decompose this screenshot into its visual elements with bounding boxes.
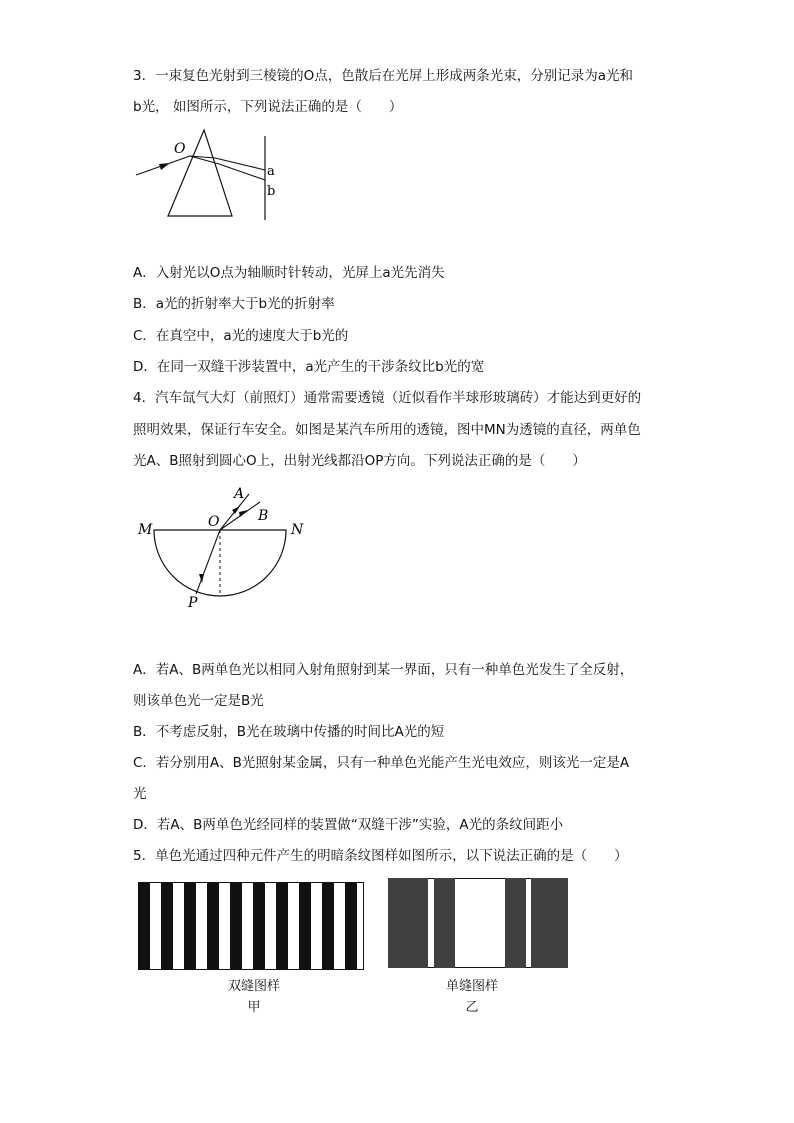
q3-stem-line1: 3．一束复色光射到三棱镜的O点，色散后在光屏上形成两条光束，分别记录为a光和 (133, 68, 633, 84)
q3-option-a: A．入射光以O点为轴顺时针转动，光屏上a光先消失 (133, 265, 445, 281)
label-a: a (267, 164, 275, 179)
figure2-label: 乙 (465, 1000, 479, 1015)
q3-option-d: D．在同一双缝干涉装置中，a光产生的干涉条纹比b光的宽 (133, 359, 485, 375)
figure1-label: 甲 (247, 1000, 261, 1015)
hemisphere-lens-figure (132, 482, 312, 612)
q3-option-c: C．在真空中，a光的速度大于b光的 (133, 328, 349, 344)
incident-arrow (159, 163, 170, 170)
prism-figure (130, 128, 280, 223)
ray-b (219, 164, 265, 180)
q4-option-c-line2: 光 (133, 786, 147, 802)
single-slit-pattern (388, 878, 568, 968)
label-a: A (234, 486, 245, 502)
double-slit-pattern (138, 882, 364, 970)
q3-option-b: B．a光的折射率大于b光的折射率 (133, 296, 335, 312)
q4-stem-line1: 4．汽车氙气大灯（前照灯）通常需要透镜（近似看作半球形玻璃砖）才能达到更好的 (133, 390, 642, 406)
label-m: M (138, 522, 153, 538)
label-o: O (208, 514, 220, 530)
label-b: B (258, 508, 269, 524)
q4-option-a-line1: A．若A、B两单色光以相同入射角照射到某一界面，只有一种单色光发生了全反射， (133, 662, 634, 678)
q4-option-c-line1: C．若分别用A、B光照射某金属，只有一种单色光能产生光电效应，则该光一定是A (133, 755, 630, 771)
label-o: O (174, 141, 186, 157)
q3-stem-line2: b光， 如图所示，下列说法正确的是（ ） (133, 99, 403, 115)
figure1-caption: 双缝图样 (227, 979, 280, 994)
q4-option-b: B．不考虑反射，B光在玻璃中传播的时间比A光的短 (133, 724, 445, 740)
ray-a (215, 158, 265, 170)
figure2-caption: 单缝图样 (445, 979, 498, 994)
q5-stem: 5．单色光通过四种元件产生的明暗条纹图样如图所示，以下说法正确的是（ ） (133, 848, 628, 864)
q4-stem-line3: 光A、B照射到圆心O上，出射光线都沿OP方向。下列说法正确的是（ ） (133, 453, 586, 469)
q4-stem-line2: 照明效果，保证行车安全。如图是某汽车所用的透镜，图中MN为透镜的直径，两单色 (133, 422, 641, 438)
label-b: b (267, 184, 276, 199)
label-n: N (291, 522, 304, 538)
q4-option-d: D．若A、B两单色光经同样的装置做“双缝干涉”实验，A光的条纹间距小 (133, 817, 564, 833)
q4-option-a-line2: 则该单色光一定是B光 (133, 693, 264, 709)
label-p: P (188, 595, 198, 611)
ray-op (196, 530, 220, 594)
